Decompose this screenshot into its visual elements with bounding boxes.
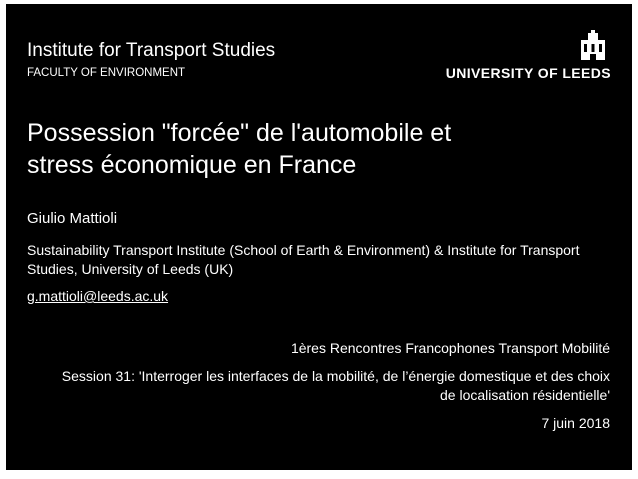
- event-details: [50, 339, 610, 433]
- university-crest-icon: [579, 30, 607, 60]
- presentation-title: [27, 117, 587, 181]
- title-line-1: Possession "forcée" de l'automobile et: [27, 119, 452, 147]
- university-logo: [445, 30, 611, 82]
- author-name: Giulio Mattioli: [27, 210, 118, 227]
- university-name: UNIVERSITY OF LEEDS: [445, 65, 611, 81]
- title-line-2: stress économique en France: [27, 151, 357, 179]
- department-name: Institute for Transport Studies: [27, 40, 276, 61]
- faculty-name: FACULTY OF ENVIRONMENT: [27, 67, 186, 79]
- title-slide: [6, 4, 632, 470]
- author-email-link[interactable]: g.mattioli@leeds.ac.uk: [27, 288, 169, 304]
- conference-name: 1ères Rencontres Francophones Transport Mobilité: [290, 340, 610, 356]
- author-affiliation: Sustainability Transport Institute (School of Earth & Environment) & Institute for Transport Studies, University of Leeds (UK): [27, 242, 580, 277]
- event-date: 7 juin 2018: [541, 415, 610, 431]
- session-title: Session 31: 'Interroger les interfaces de la mobilité, de l’énergie domestique et des choix de localisation résidentielle': [61, 368, 610, 403]
